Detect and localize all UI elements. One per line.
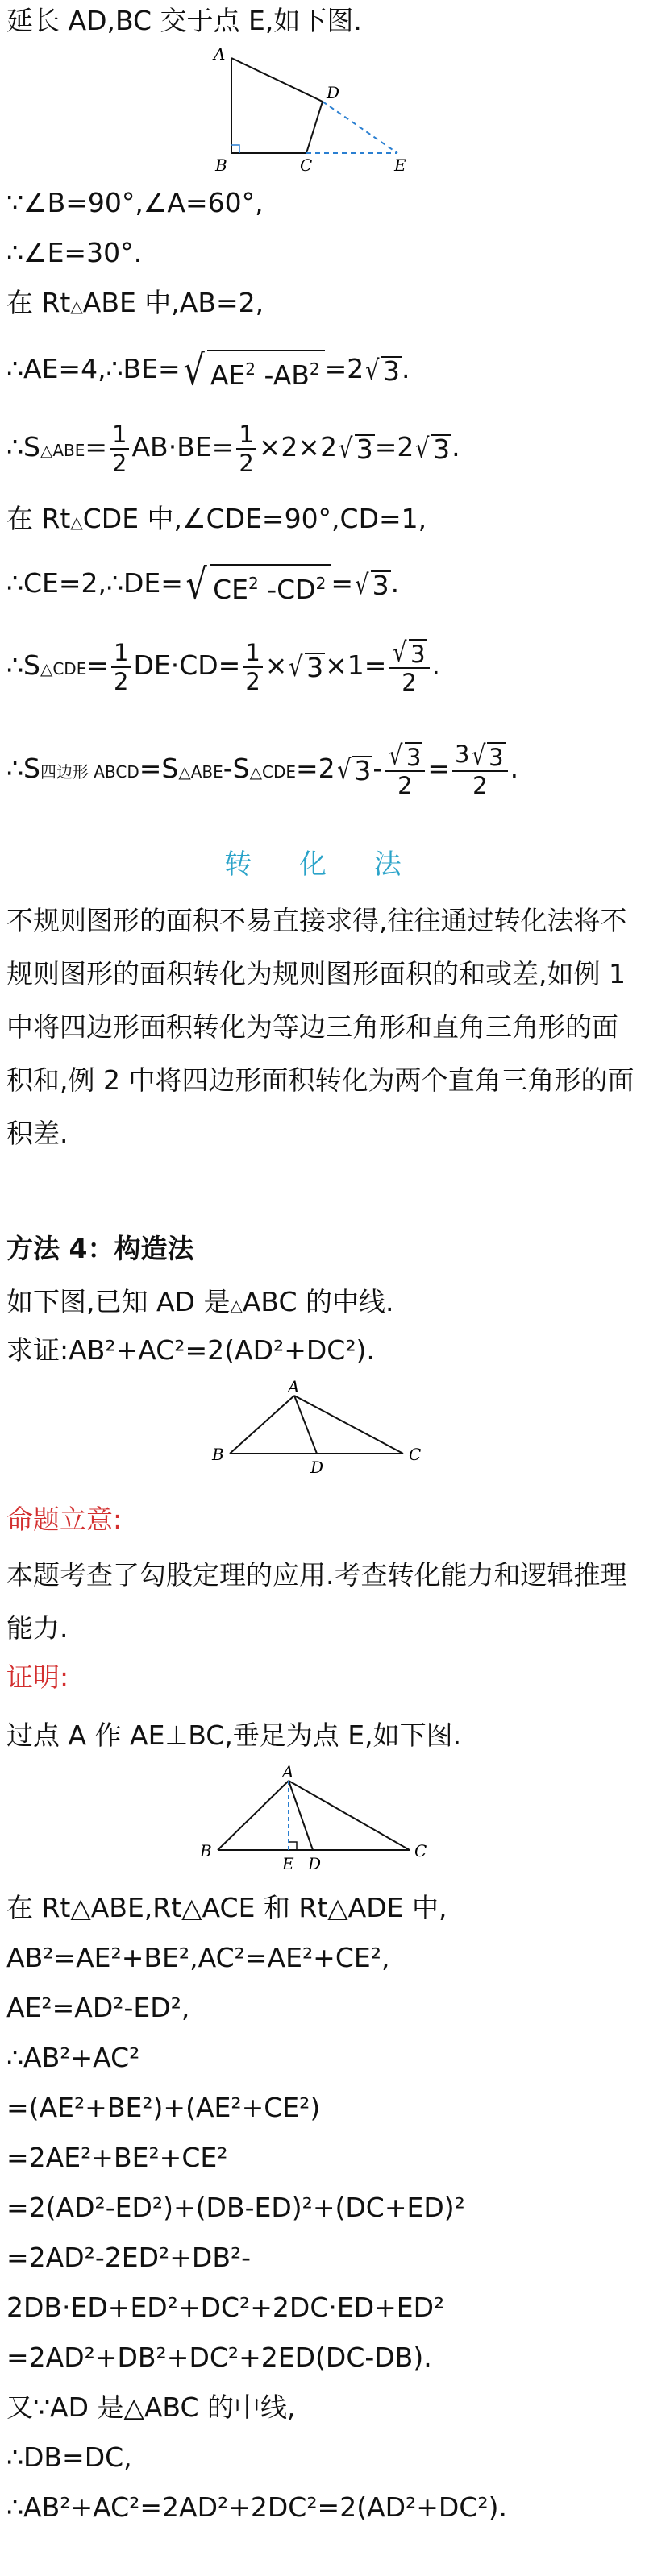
fig3-label-a: A xyxy=(282,1763,294,1782)
fig3-label-c: C xyxy=(414,1841,427,1860)
proof-label: 证明: xyxy=(6,1661,69,1693)
fig3-label-d: D xyxy=(308,1854,322,1873)
fig3-label-b: B xyxy=(200,1841,212,1860)
sqrt-expression: √ $AE^2$ $-AB^2$ xyxy=(181,350,325,392)
fig1-label-e: E xyxy=(394,156,406,175)
proof-line: AB²=AE²+BE²,AC²=AE²+CE², xyxy=(6,1942,390,1973)
proof-line: =2AD²-2ED²+DB²- xyxy=(6,2242,252,2273)
fig1-label-d: D xyxy=(327,83,340,102)
proof-line: =2(AD²-ED²)+(DB-ED)²+(DC+ED)² xyxy=(6,2192,465,2223)
proof-line: AE²=AD²-ED², xyxy=(6,1992,190,2023)
intent-label: 命题立意: xyxy=(6,1504,123,1535)
fig1-label-c: C xyxy=(300,156,313,175)
figure-triangle-altitude xyxy=(194,1763,452,1876)
intent-paragraph: 本题考查了勾股定理的应用.考查转化能力和逻辑推理能力. xyxy=(6,1559,627,1644)
proof-line: 又∵AD 是△ABC 的中线, xyxy=(6,2391,296,2423)
fig1-label-a: A xyxy=(214,44,226,64)
fig3-label-e: E xyxy=(282,1854,294,1873)
section-title: 转 化 法 xyxy=(224,848,421,881)
summary-paragraph: 不规则图形的面积不易直接求得,往往通过转化法将不规则图形的面积转化为规则图形面积的和或差,如例 1 中将四边形面积转化为等边三角形和直角三角形的面积和,例 2 中将四边形面积转化为两个直角三角形的面积差. xyxy=(6,905,635,1149)
text-line-de: ∴CE=2,∴DE= √ $CE^2$ $-CD^2$ = √ 3 . xyxy=(6,560,400,609)
text-line-extend: 延长 AD,BC 交于点 E,如下图. xyxy=(6,5,362,36)
figure-triangle-median xyxy=(198,1379,447,1476)
text-line-rt-abe: 在 Rt△ABE 中,AB=2, xyxy=(6,287,264,318)
fig1-label-b: B xyxy=(215,156,227,175)
text-line-area-abcd: ∴S四边形 ABCD=S△ABE-S△CDE=2 √ 3 - √ 3 2 = 3 √ 3 2 . xyxy=(6,740,519,799)
fig2-label-d: D xyxy=(310,1458,324,1476)
text-line-area-cde: ∴S△CDE= $\frac{1}{2}$ DE·CD= $\frac{1}{2}$ × √ 3 ×1= √ 3 2 . xyxy=(6,637,441,696)
fig2-label-b: B xyxy=(212,1445,224,1464)
triangle-icon: △ xyxy=(70,297,83,316)
text-line-angles: ∵∠B=90°,∠A=60°, xyxy=(6,187,264,218)
fig2-label-a: A xyxy=(288,1379,300,1396)
proof-line: ∴AB²+AC² xyxy=(6,2042,140,2073)
fig2-label-c: C xyxy=(409,1445,422,1464)
problem-statement: 如下图,已知 AD 是△ABC 的中线. xyxy=(6,1286,394,1317)
proof-line: 在 Rt△ABE,Rt△ACE 和 Rt△ADE 中, xyxy=(6,1892,447,1923)
proof-line: =(AE²+BE²)+(AE²+CE²) xyxy=(6,2092,321,2123)
proof-line: ∴DB=DC, xyxy=(6,2441,132,2473)
proof-line: =2AD²+DB²+DC²+2ED(DC-DB). xyxy=(6,2342,432,2373)
text-line-rt-cde: 在 Rt△CDE 中,∠CDE=90°,CD=1, xyxy=(6,503,427,534)
proof-line: 2DB·ED+ED²+DC²+2DC·ED+ED² xyxy=(6,2292,445,2323)
proof-line: =2AE²+BE²+CE² xyxy=(6,2142,228,2173)
text-line-angle-e: ∴∠E=30°. xyxy=(6,237,143,268)
proof-line: ∴AB²+AC²=2AD²+2DC²=2(AD²+DC²). xyxy=(6,2491,507,2523)
text-line-be: ∴AE=4,∴BE= √ $AE^2$ $-AB^2$ =2 √ 3 . xyxy=(6,346,410,395)
figure-quadrilateral-extended xyxy=(206,40,447,185)
proof-line: 过点 A 作 AE⊥BC,垂足为点 E,如下图. xyxy=(6,1719,462,1751)
text-line-area-abe: ∴S△ABE= $\frac{1}{2}$ AB·BE= $\frac{1}{2}$ ×2×2 √ 3 =2 √ 3 . xyxy=(6,420,460,477)
method-heading: 方法 4：构造法 xyxy=(6,1233,194,1264)
prove-statement: 求证:AB²+AC²=2(AD²+DC²). xyxy=(6,1334,375,1366)
